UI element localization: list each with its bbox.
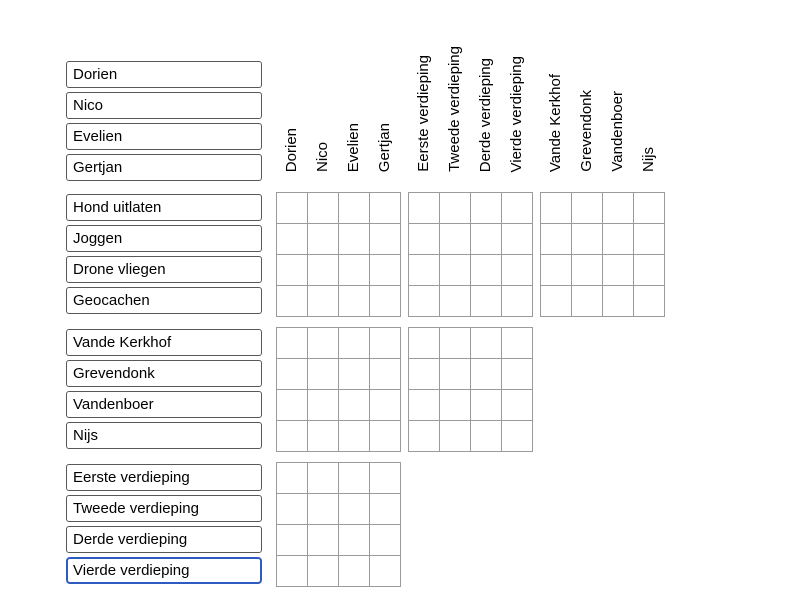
grid-cell-surnames-x-floors-r3c2[interactable] bbox=[471, 421, 502, 452]
grid-cell-activities-x-names-r0c0[interactable] bbox=[277, 193, 308, 224]
grid-cell-floors-x-names-r2c1[interactable] bbox=[308, 525, 339, 556]
grid-cell-activities-x-names-r3c1[interactable] bbox=[308, 286, 339, 317]
grid-cell-activities-x-surnames-r2c3[interactable] bbox=[634, 255, 665, 286]
category-input-activities-3[interactable] bbox=[66, 287, 262, 314]
column-label-floors-0 bbox=[409, 55, 440, 172]
grid-cell-floors-x-names-r0c3[interactable] bbox=[370, 463, 401, 494]
grid-cell-activities-x-names-r1c3[interactable] bbox=[370, 224, 401, 255]
grid-cell-activities-x-names-r2c3[interactable] bbox=[370, 255, 401, 286]
column-label-names-3 bbox=[370, 123, 401, 172]
grid-cell-activities-x-floors-r2c1[interactable] bbox=[440, 255, 471, 286]
grid-cell-surnames-x-floors-r2c3[interactable] bbox=[502, 390, 533, 421]
category-input-activities-0[interactable] bbox=[66, 194, 262, 221]
column-label-text: Nijs bbox=[640, 147, 658, 172]
grid-cell-floors-x-names-r3c1[interactable] bbox=[308, 556, 339, 587]
category-input-surnames-2[interactable] bbox=[66, 391, 262, 418]
grid-cell-surnames-x-names-r1c0[interactable] bbox=[277, 359, 308, 390]
column-label-floors-2 bbox=[471, 58, 502, 172]
grid-cell-activities-x-surnames-r0c0[interactable] bbox=[541, 193, 572, 224]
grid-cell-surnames-x-floors-r0c1[interactable] bbox=[440, 328, 471, 359]
grid-cell-surnames-x-names-r2c0[interactable] bbox=[277, 390, 308, 421]
grid-cell-activities-x-floors-r3c0[interactable] bbox=[409, 286, 440, 317]
grid-activities-x-surnames bbox=[540, 192, 665, 317]
grid-cell-activities-x-floors-r0c3[interactable] bbox=[502, 193, 533, 224]
grid-cell-surnames-x-floors-r2c2[interactable] bbox=[471, 390, 502, 421]
grid-cell-surnames-x-names-r1c2[interactable] bbox=[339, 359, 370, 390]
column-label-text: Vierde verdieping bbox=[508, 55, 526, 172]
grid-cell-surnames-x-floors-r0c3[interactable] bbox=[502, 328, 533, 359]
category-input-surnames-1[interactable] bbox=[66, 360, 262, 387]
grid-cell-activities-x-surnames-r1c1[interactable] bbox=[572, 224, 603, 255]
grid-cell-surnames-x-names-r3c3[interactable] bbox=[370, 421, 401, 452]
grid-cell-activities-x-names-r1c0[interactable] bbox=[277, 224, 308, 255]
category-input-value: Joggen bbox=[73, 230, 123, 247]
grid-cell-activities-x-surnames-r3c0[interactable] bbox=[541, 286, 572, 317]
grid-cell-activities-x-names-r3c0[interactable] bbox=[277, 286, 308, 317]
column-label-text: Eerste verdieping bbox=[415, 55, 433, 172]
column-label-text: Dorien bbox=[283, 127, 301, 172]
grid-cell-activities-x-floors-r0c2[interactable] bbox=[471, 193, 502, 224]
grid-cell-floors-x-names-r0c2[interactable] bbox=[339, 463, 370, 494]
grid-cell-surnames-x-names-r2c1[interactable] bbox=[308, 390, 339, 421]
grid-cell-surnames-x-floors-r1c0[interactable] bbox=[409, 359, 440, 390]
category-input-activities-2[interactable] bbox=[66, 256, 262, 283]
column-group-names bbox=[276, 123, 401, 172]
category-input-value: Gertjan bbox=[73, 159, 123, 176]
category-input-value: Geocachen bbox=[73, 292, 150, 309]
grids-row-surnames bbox=[276, 327, 533, 452]
grid-cell-activities-x-names-r1c1[interactable] bbox=[308, 224, 339, 255]
grid-cell-activities-x-names-r2c1[interactable] bbox=[308, 255, 339, 286]
grid-cell-surnames-x-names-r3c2[interactable] bbox=[339, 421, 370, 452]
row-labels-surnames bbox=[66, 327, 262, 452]
grid-cell-activities-x-surnames-r3c2[interactable] bbox=[603, 286, 634, 317]
column-label-text: Nico bbox=[314, 141, 332, 172]
grid-cell-activities-x-surnames-r3c3[interactable] bbox=[634, 286, 665, 317]
grid-cell-activities-x-names-r3c3[interactable] bbox=[370, 286, 401, 317]
grid-cell-activities-x-names-r2c2[interactable] bbox=[339, 255, 370, 286]
grid-cell-surnames-x-names-r0c3[interactable] bbox=[370, 328, 401, 359]
category-input-value: Vandenboer bbox=[73, 396, 154, 413]
row-block-activities bbox=[66, 192, 665, 317]
top-left-list bbox=[66, 61, 262, 181]
grid-cell-surnames-x-floors-r3c0[interactable] bbox=[409, 421, 440, 452]
category-input-names-2[interactable] bbox=[66, 123, 262, 150]
grid-cell-floors-x-names-r0c1[interactable] bbox=[308, 463, 339, 494]
grid-cell-floors-x-names-r3c0[interactable] bbox=[277, 556, 308, 587]
grid-cell-surnames-x-names-r2c3[interactable] bbox=[370, 390, 401, 421]
grid-cell-floors-x-names-r1c1[interactable] bbox=[308, 494, 339, 525]
grid-cell-activities-x-floors-r2c2[interactable] bbox=[471, 255, 502, 286]
column-label-text: Derde verdieping bbox=[477, 57, 495, 172]
category-input-value: Drone vliegen bbox=[73, 261, 166, 278]
grid-cell-floors-x-names-r2c2[interactable] bbox=[339, 525, 370, 556]
column-label-text: Vandenboer bbox=[609, 91, 627, 172]
category-input-names-1[interactable] bbox=[66, 92, 262, 119]
grid-cell-surnames-x-names-r0c2[interactable] bbox=[339, 328, 370, 359]
grid-cell-surnames-x-names-r2c2[interactable] bbox=[339, 390, 370, 421]
column-label-text: Tweede verdieping bbox=[446, 46, 464, 172]
grid-cell-surnames-x-floors-r3c3[interactable] bbox=[502, 421, 533, 452]
column-label-names-1 bbox=[308, 142, 339, 172]
grids-row-activities bbox=[276, 192, 665, 317]
category-input-names-3[interactable] bbox=[66, 154, 262, 181]
grid-cell-floors-x-names-r3c3[interactable] bbox=[370, 556, 401, 587]
column-label-text: Grevendonk bbox=[578, 90, 596, 172]
grid-cell-floors-x-names-r1c0[interactable] bbox=[277, 494, 308, 525]
grid-cell-floors-x-names-r3c2[interactable] bbox=[339, 556, 370, 587]
category-input-value: Tweede verdieping bbox=[73, 500, 199, 517]
grid-cell-activities-x-surnames-r2c0[interactable] bbox=[541, 255, 572, 286]
grid-cell-activities-x-surnames-r1c2[interactable] bbox=[603, 224, 634, 255]
column-label-surnames-0 bbox=[541, 74, 572, 172]
grid-cell-activities-x-floors-r3c1[interactable] bbox=[440, 286, 471, 317]
grid-cell-floors-x-names-r2c0[interactable] bbox=[277, 525, 308, 556]
grid-cell-activities-x-surnames-r1c0[interactable] bbox=[541, 224, 572, 255]
grid-cell-activities-x-names-r0c1[interactable] bbox=[308, 193, 339, 224]
row-labels-activities bbox=[66, 192, 262, 317]
category-input-surnames-3[interactable] bbox=[66, 422, 262, 449]
grid-activities-x-floors bbox=[408, 192, 533, 317]
grid-cell-activities-x-floors-r2c3[interactable] bbox=[502, 255, 533, 286]
grid-cell-activities-x-floors-r3c2[interactable] bbox=[471, 286, 502, 317]
grid-cell-activities-x-surnames-r0c3[interactable] bbox=[634, 193, 665, 224]
grid-cell-surnames-x-floors-r1c2[interactable] bbox=[471, 359, 502, 390]
column-label-surnames-2 bbox=[603, 91, 634, 172]
grid-cell-activities-x-surnames-r2c1[interactable] bbox=[572, 255, 603, 286]
grid-cell-activities-x-names-r0c2[interactable] bbox=[339, 193, 370, 224]
column-label-text: Evelien bbox=[345, 122, 363, 172]
category-input-value: Vande Kerkhof bbox=[73, 334, 172, 351]
category-input-floors-1[interactable] bbox=[66, 495, 262, 522]
grid-cell-surnames-x-floors-r2c1[interactable] bbox=[440, 390, 471, 421]
grid-cell-activities-x-names-r2c0[interactable] bbox=[277, 255, 308, 286]
category-input-value: Dorien bbox=[73, 66, 118, 83]
grid-cell-surnames-x-floors-r3c1[interactable] bbox=[440, 421, 471, 452]
grid-cell-activities-x-floors-r1c2[interactable] bbox=[471, 224, 502, 255]
grid-cell-activities-x-floors-r1c0[interactable] bbox=[409, 224, 440, 255]
grid-floors-x-names bbox=[276, 462, 401, 587]
grid-cell-activities-x-surnames-r0c1[interactable] bbox=[572, 193, 603, 224]
column-group-surnames bbox=[540, 74, 665, 172]
column-label-floors-3 bbox=[502, 56, 533, 172]
top-section bbox=[66, 8, 665, 184]
column-label-text: Vande Kerkhof bbox=[547, 73, 565, 172]
grid-surnames-x-floors bbox=[408, 327, 533, 452]
category-input-value: Eerste verdieping bbox=[73, 469, 190, 486]
category-input-value: Derde verdieping bbox=[73, 531, 188, 548]
category-input-activities-1[interactable] bbox=[66, 225, 262, 252]
column-label-floors-1 bbox=[440, 46, 471, 172]
category-input-floors-3[interactable] bbox=[66, 557, 262, 584]
category-input-names-0[interactable] bbox=[66, 61, 262, 88]
grid-cell-floors-x-names-r2c3[interactable] bbox=[370, 525, 401, 556]
grid-cell-activities-x-surnames-r1c3[interactable] bbox=[634, 224, 665, 255]
row-labels-floors bbox=[66, 462, 262, 587]
grid-cell-activities-x-names-r3c2[interactable] bbox=[339, 286, 370, 317]
column-label-names-0 bbox=[277, 128, 308, 172]
grid-cell-activities-x-floors-r0c0[interactable] bbox=[409, 193, 440, 224]
grid-cell-activities-x-floors-r2c0[interactable] bbox=[409, 255, 440, 286]
category-input-value: Evelien bbox=[73, 128, 123, 145]
grid-cell-surnames-x-floors-r0c0[interactable] bbox=[409, 328, 440, 359]
grid-cell-surnames-x-floors-r1c3[interactable] bbox=[502, 359, 533, 390]
category-input-surnames-0[interactable] bbox=[66, 329, 262, 356]
column-labels bbox=[276, 46, 665, 172]
grid-cell-surnames-x-names-r3c1[interactable] bbox=[308, 421, 339, 452]
grid-cell-floors-x-names-r1c3[interactable] bbox=[370, 494, 401, 525]
category-input-floors-0[interactable] bbox=[66, 464, 262, 491]
column-group-floors bbox=[408, 46, 533, 172]
column-label-surnames-3 bbox=[634, 147, 665, 172]
grid-cell-activities-x-floors-r1c1[interactable] bbox=[440, 224, 471, 255]
grid-surnames-x-names bbox=[276, 327, 401, 452]
grid-cell-floors-x-names-r1c2[interactable] bbox=[339, 494, 370, 525]
column-label-names-2 bbox=[339, 123, 370, 172]
grid-cell-activities-x-floors-r3c3[interactable] bbox=[502, 286, 533, 317]
grid-activities-x-names bbox=[276, 192, 401, 317]
grid-rows bbox=[66, 192, 665, 587]
row-block-surnames bbox=[66, 327, 665, 452]
category-input-value: Hond uitlaten bbox=[73, 199, 162, 216]
logic-puzzle bbox=[66, 8, 665, 597]
column-label-text: Gertjan bbox=[376, 122, 394, 172]
grid-cell-surnames-x-floors-r2c0[interactable] bbox=[409, 390, 440, 421]
grid-cell-surnames-x-names-r1c3[interactable] bbox=[370, 359, 401, 390]
grid-cell-activities-x-surnames-r0c2[interactable] bbox=[603, 193, 634, 224]
grid-cell-surnames-x-names-r1c1[interactable] bbox=[308, 359, 339, 390]
grid-cell-surnames-x-names-r3c0[interactable] bbox=[277, 421, 308, 452]
grid-cell-activities-x-surnames-r2c2[interactable] bbox=[603, 255, 634, 286]
category-input-value: Vierde verdieping bbox=[73, 562, 190, 579]
grid-cell-activities-x-floors-r0c1[interactable] bbox=[440, 193, 471, 224]
grid-cell-surnames-x-floors-r0c2[interactable] bbox=[471, 328, 502, 359]
grid-cell-surnames-x-floors-r1c1[interactable] bbox=[440, 359, 471, 390]
grid-cell-activities-x-names-r0c3[interactable] bbox=[370, 193, 401, 224]
category-input-value: Nijs bbox=[73, 427, 98, 444]
category-input-value: Nico bbox=[73, 97, 104, 114]
grid-cell-surnames-x-names-r0c0[interactable] bbox=[277, 328, 308, 359]
grid-cell-surnames-x-names-r0c1[interactable] bbox=[308, 328, 339, 359]
grid-cell-activities-x-surnames-r3c1[interactable] bbox=[572, 286, 603, 317]
column-label-surnames-1 bbox=[572, 90, 603, 172]
grid-cell-activities-x-floors-r1c3[interactable] bbox=[502, 224, 533, 255]
grid-cell-floors-x-names-r0c0[interactable] bbox=[277, 463, 308, 494]
grid-cell-activities-x-names-r1c2[interactable] bbox=[339, 224, 370, 255]
row-block-floors bbox=[66, 462, 665, 587]
grids-row-floors bbox=[276, 462, 401, 587]
category-input-value: Grevendonk bbox=[73, 365, 155, 382]
category-input-floors-2[interactable] bbox=[66, 526, 262, 553]
